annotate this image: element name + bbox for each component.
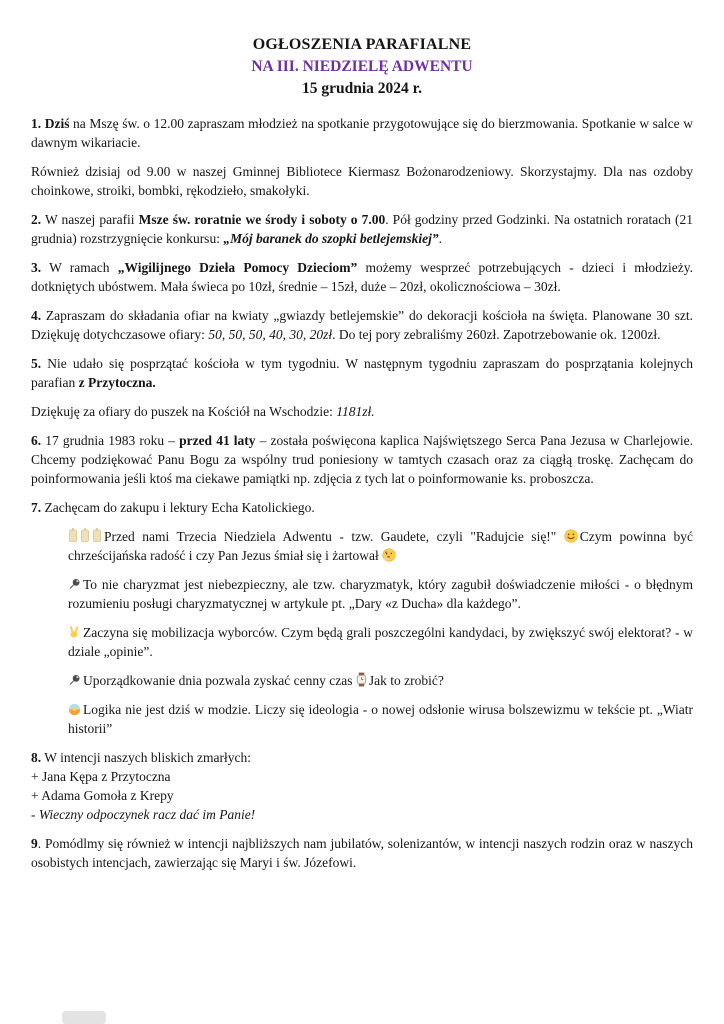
text-run: + Jana Kępa z Przytoczna bbox=[31, 769, 171, 784]
text-run: 6. bbox=[31, 433, 42, 448]
paragraph bbox=[31, 767, 693, 786]
page-subtitle: NA III. NIEDZIELĘ ADWENTU bbox=[251, 58, 473, 75]
paragraph bbox=[31, 306, 693, 344]
page-date: 15 grudnia 2024 r. bbox=[301, 80, 422, 97]
paragraph bbox=[31, 258, 693, 296]
bulletin-review-item bbox=[68, 700, 693, 738]
bulletin-review-item bbox=[68, 671, 693, 690]
candle-icon bbox=[80, 527, 90, 543]
smiling-face-icon bbox=[564, 529, 578, 543]
text-run: 1181zł. bbox=[336, 404, 375, 419]
text-run: Zapraszam do składania ofiar na kwiaty „gwiazdy betlejemskie” do dekoracji kościoła na święta. Planowane 30 szt. Dziękuję dotychczasowe ofiary: bbox=[31, 308, 693, 342]
text-run: Wieczny odpoczynek racz dać im Panie! bbox=[38, 807, 256, 822]
text-run: Czym powinna być chrześcijańska radość i czy Pan Jezus śmiał się i żartował bbox=[68, 529, 693, 563]
text-run: 8. bbox=[31, 750, 42, 765]
text-run: – została poświęcona kaplica Najświętszego Serca Pana Jezusa w Charlejowie. Chcemy podziękować Panu Bogu za wspólny trud poniesiony w tamtych czasach oraz za ciągłą troskę. Zachęcam do poinformowania jeśli ktoś ma ciekawe pamiątki np. zdjęcia z tych lat o poinformowanie ks. proboszcza. bbox=[31, 433, 693, 486]
text-run: z Przytoczna. bbox=[78, 375, 156, 390]
bulletin-review-item bbox=[68, 575, 693, 613]
text-run: 17 grudnia 1983 roku – bbox=[41, 433, 180, 448]
text-run: Msze św. roratnie we środy i soboty o 7.00 bbox=[138, 212, 386, 227]
text-run: . Pomódlmy się również w intencji najbliższych nam jubilatów, solenizantów, w intencji naszych rodzin oraz w naszych osobistych intencjach, zawierzając się Maryi i św. Józefowi. bbox=[31, 836, 693, 870]
bulletin-review-item bbox=[68, 527, 693, 565]
paragraph bbox=[31, 114, 693, 152]
paragraph bbox=[31, 834, 693, 872]
text-run: 9 bbox=[31, 836, 38, 851]
text-run: „Mój baranek do szopki betlejemskiej” bbox=[223, 231, 439, 246]
bulletin-review-item bbox=[68, 623, 693, 661]
page-bottom-artifact bbox=[62, 1011, 106, 1024]
text-run: Nie udało się posprzątać kościoła w tym tygodniu. W następnym tygodniu zapraszam do posprzątania kolejnych parafian bbox=[31, 356, 693, 390]
text-run: 5. bbox=[31, 356, 42, 371]
paragraph bbox=[31, 210, 693, 248]
text-run: Jak to zrobić? bbox=[368, 673, 444, 688]
watch-icon bbox=[356, 672, 367, 687]
document-header bbox=[31, 34, 693, 100]
text-run: 4. bbox=[31, 308, 42, 323]
text-run: Uporządkowanie dnia pozwala zyskać cenny czas bbox=[83, 673, 356, 688]
pushpin-icon bbox=[68, 577, 81, 591]
text-run: - bbox=[31, 807, 39, 822]
announcement-body bbox=[31, 114, 693, 872]
text-run: na Mszę św. o 12.00 zapraszam młodzież na spotkanie przygotowujące się do bierzmowania. Spotkanie w salce w dawnym wikariacie. bbox=[31, 116, 693, 150]
text-run: możemy wesprzeć potrzebujących - dzieci i młodzieży. dotkniętych ubóstwem. Mała świeca po 10zł, średnie – 15zł, duże – 20zł, okolicznościowa – 30zł. bbox=[31, 260, 693, 294]
candle-icon bbox=[68, 527, 78, 543]
text-run: Zaczyna się mobilizacja wyborców. Czym będą grali poszczególni kandydaci, by zwiększyć swój elektorat? - w dziale „opinie”. bbox=[68, 625, 693, 659]
text-run: 7. bbox=[31, 500, 42, 515]
sunrise-icon bbox=[68, 703, 81, 716]
text-run: + Adama Gomoła z Krepy bbox=[31, 788, 174, 803]
text-run: 2. bbox=[31, 212, 42, 227]
paragraph bbox=[31, 498, 693, 517]
text-run: . bbox=[438, 231, 442, 246]
page-title: OGŁOSZENIA PARAFIALNE bbox=[252, 36, 472, 53]
text-run: W ramach bbox=[41, 260, 118, 275]
text-run: W naszej parafii bbox=[41, 212, 139, 227]
paragraph bbox=[31, 402, 693, 421]
text-run: . Pół godziny przed Godzinki. Na ostatnich roratach (21 grudnia) rozstrzygnięcie konkursu: bbox=[31, 212, 694, 246]
text-run: 50, 50, 50, 40, 30, 20zł bbox=[208, 327, 333, 342]
victory-hand-icon bbox=[68, 624, 81, 639]
text-run: W intencji naszych bliskich zmarłych: bbox=[41, 750, 251, 765]
text-run: Przed nami Trzecia Niedziela Adwentu - tzw. Gaudete, czyli "Radujcie się!" bbox=[104, 529, 564, 544]
paragraph bbox=[31, 162, 693, 200]
text-run: przed 41 laty bbox=[179, 433, 256, 448]
text-run: 1. Dziś bbox=[31, 116, 70, 131]
text-run: „Wigilijnego Dzieła Pomocy Dzieciom” bbox=[117, 260, 358, 275]
text-run: To nie charyzmat jest niebezpieczny, ale tzw. charyzmatyk, który zagubił doświadczenie miłości - o błędnym rozumieniu posługi charyzmatycznej w artykule pt. „Dary «z Ducha» dla każdego”. bbox=[68, 577, 693, 611]
candle-icon bbox=[92, 527, 102, 543]
pushpin-icon bbox=[68, 673, 81, 687]
text-run: Logika nie jest dziś w modzie. Liczy się ideologia - o nowej odsłonie wirusa bolszewizmu w tekście pt. „Wiatr historii” bbox=[68, 702, 693, 736]
paragraph bbox=[31, 354, 693, 392]
paragraph bbox=[31, 805, 693, 824]
paragraph bbox=[31, 786, 693, 805]
text-run: . Do tej pory zebraliśmy 260zł. Zapotrzebowanie ok. 1200zł. bbox=[332, 327, 661, 342]
paragraph bbox=[31, 431, 693, 488]
text-run: 3. bbox=[31, 260, 42, 275]
text-run: Dziękuję za ofiary do puszek na Kościół na Wschodzie: bbox=[31, 404, 337, 419]
text-run: Również dzisiaj od 9.00 w naszej Gminnej Bibliotece Kiermasz Bożonarodzeniowy. Skorzystajmy. Dla nas ozdoby choinkowe, stroiki, bombki, rękodzieło, smakołyki. bbox=[31, 164, 693, 198]
paragraph bbox=[31, 748, 693, 767]
text-run: Zachęcam do zakupu i lektury Echa Katolickiego. bbox=[41, 500, 315, 515]
thinking-face-icon bbox=[382, 548, 396, 562]
